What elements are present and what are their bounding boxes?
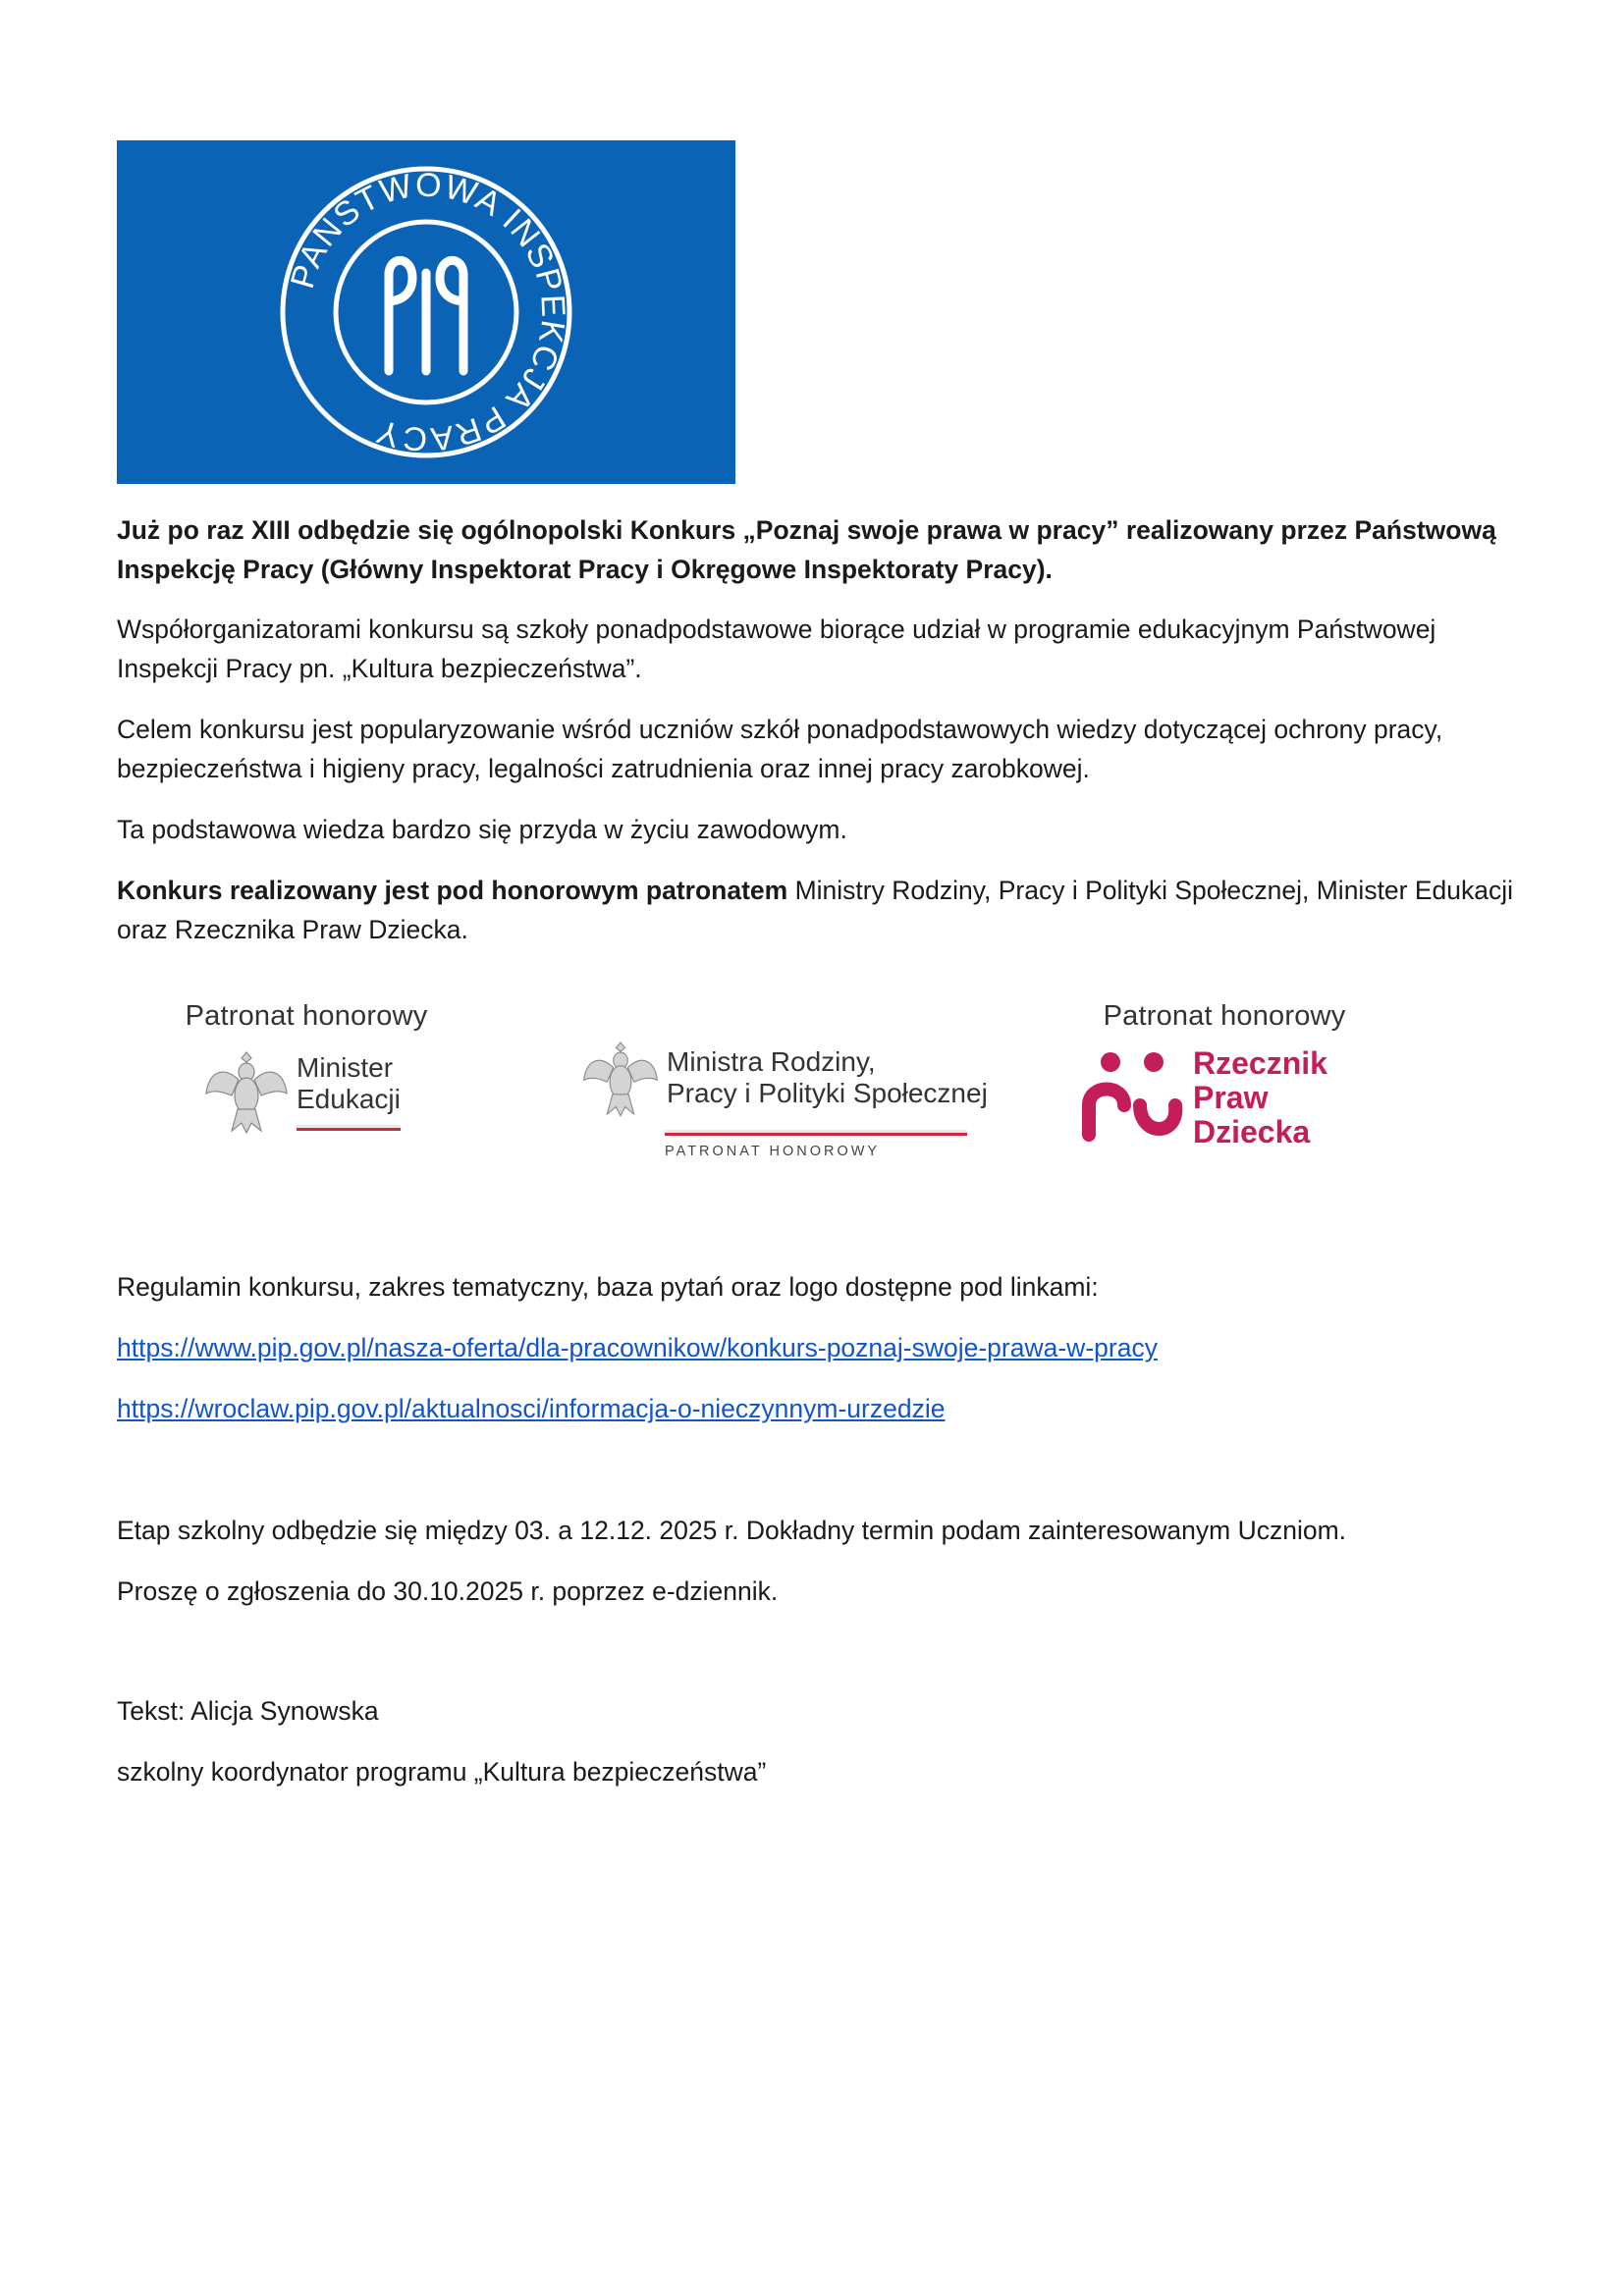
author-line: Tekst: Alicja Synowska bbox=[117, 1696, 379, 1726]
logo-ring-text: PAŃSTWOWA INSPEKCJA PRACY bbox=[283, 166, 572, 458]
patron-rzecznik-praw-dziecka bbox=[1067, 1000, 1381, 1149]
rpd-logo-icon bbox=[1081, 1048, 1183, 1148]
pip-logo bbox=[117, 140, 735, 484]
author-role: szkolny koordynator programu „Kultura bezpieczeństwa” bbox=[117, 1757, 767, 1787]
patron-name-line1: Minister bbox=[297, 1051, 394, 1083]
patron-logos bbox=[117, 1000, 1521, 1197]
paragraph-patronage bbox=[117, 871, 1521, 949]
paragraph-knowledge: Ta podstawowa wiedza bardzo się przyda w życiu zawodowym. bbox=[117, 815, 847, 844]
link-pip-konkurs[interactable]: https://www.pip.gov.pl/nasza-oferta/dla-pracownikow/konkurs-poznaj-swoje-prawa-w-pracy bbox=[117, 1333, 1158, 1362]
patron-caption: Patronat honorowy bbox=[1103, 1000, 1346, 1032]
links-intro: Regulamin konkursu, zakres tematyczny, baza pytań oraz logo dostępne pod linkami: bbox=[117, 1272, 1099, 1302]
patron-name-line1: Ministra Rodziny, bbox=[667, 1046, 876, 1077]
patron-name-line2: Edukacji bbox=[297, 1083, 401, 1114]
document-page bbox=[117, 140, 1521, 1791]
patron-name-line2: Praw Dziecka bbox=[1193, 1080, 1311, 1149]
pip-emblem-icon bbox=[279, 165, 573, 459]
flag-bar bbox=[297, 1125, 401, 1131]
eagle-icon bbox=[580, 1034, 661, 1122]
intro-paragraph: Już po raz XIII odbędzie się ogólnopolski Konkurs „Poznaj swoje prawa w pracy” realizowany przez Państwową Inspekcję Pracy (Główny Inspektorat Pracy i Okręgowe Inspektoraty Pracy). bbox=[117, 515, 1496, 584]
eagle-icon bbox=[202, 1044, 291, 1138]
links-block bbox=[117, 1267, 1521, 1428]
paragraph-coorganizers: Współorganizatorami konkursu są szkoły ponadpodstawowe biorące udział w programie edukacyjnym Państwowej Inspekcji Pracy pn. „Kultura bezpieczeństwa”. bbox=[117, 614, 1436, 683]
patron-label: PATRONAT HONOROWY bbox=[665, 1144, 881, 1159]
patron-minister-edukacji bbox=[179, 1000, 434, 1138]
link-wroclaw-pip[interactable]: https://wroclaw.pip.gov.pl/aktualnosci/informacja-o-nieczynnym-urzedzie bbox=[117, 1394, 946, 1423]
patron-caption: Patronat honorowy bbox=[185, 1000, 428, 1032]
patronage-rest: Ministry Rodziny, Pracy i Polityki Społecznej, Minister Edukacji oraz Rzecznika Praw Dziecka. bbox=[117, 876, 1514, 944]
patron-ministra-rodziny bbox=[580, 1000, 993, 1159]
patronage-bold-lead: Konkurs realizowany jest pod honorowym patronatem bbox=[117, 876, 788, 905]
paragraph-etap-szkolny: Etap szkolny odbędzie się między 03. a 12.12. 2025 r. Dokładny termin podam zainteresowanym Uczniom. bbox=[117, 1516, 1347, 1545]
patron-name-line1: Rzecznik bbox=[1193, 1045, 1327, 1081]
paragraph-goal: Celem konkursu jest popularyzowanie wśród uczniów szkół ponadpodstawowych wiedzy dotyczącej ochrony pracy, bezpieczeństwa i higieny pracy, legalności zatrudnienia oraz innej pracy zarobkowej. bbox=[117, 715, 1443, 783]
patron-name-line2: Pracy i Polityki Społecznej bbox=[667, 1078, 988, 1108]
paragraph-zgloszenia: Proszę o zgłoszenia do 30.10.2025 r. poprzez e-dziennik. bbox=[117, 1576, 779, 1606]
flag-bar bbox=[665, 1130, 967, 1136]
